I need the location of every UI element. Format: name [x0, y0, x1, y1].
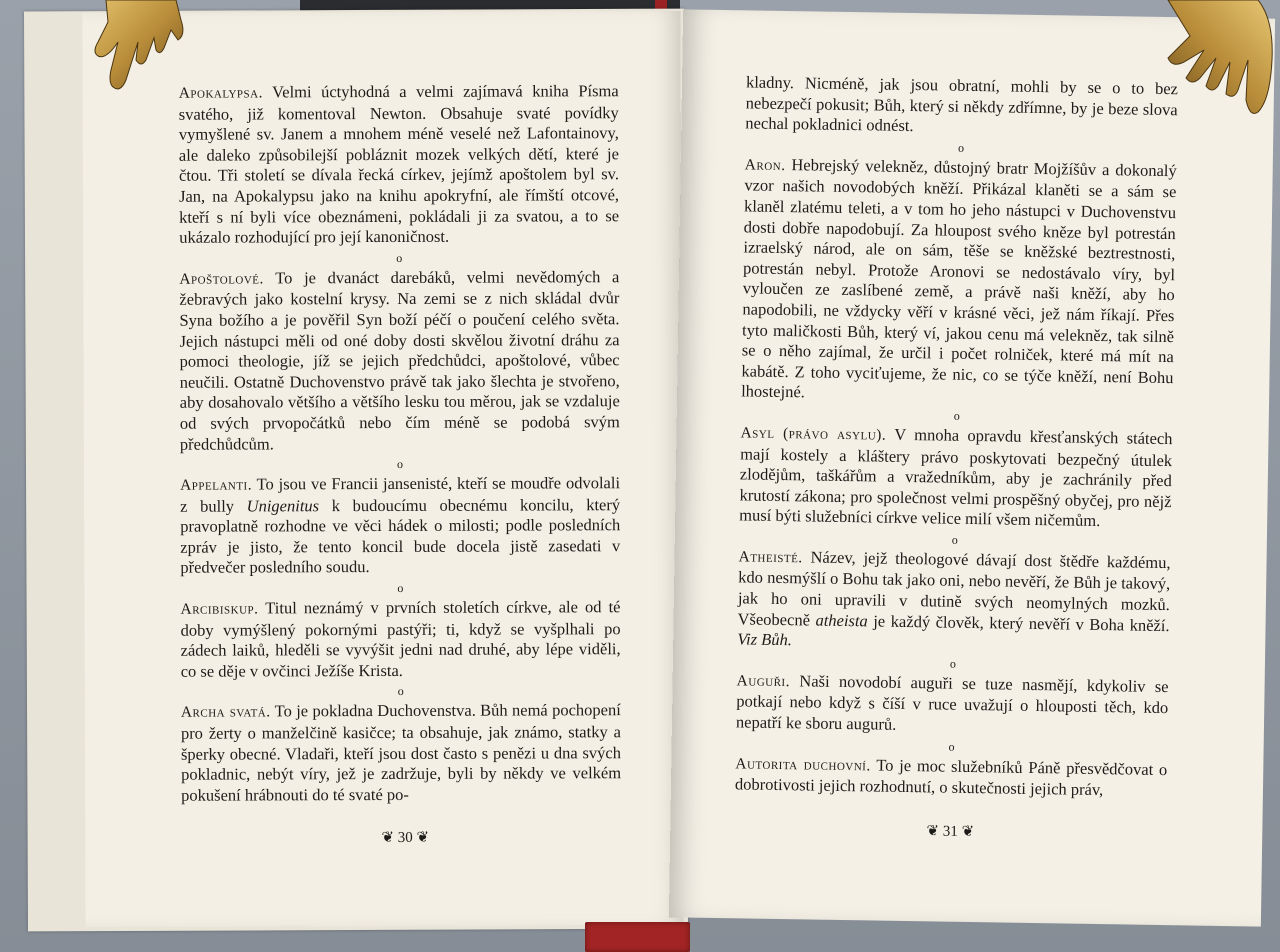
entry-head: Auguři. [736, 672, 791, 691]
left-page [82, 11, 683, 927]
entry-head: Atheisté. [738, 548, 803, 567]
ornament-icon: ❦ [926, 823, 940, 840]
entry-head: Appelanti. [180, 476, 253, 494]
separator: o [396, 250, 403, 265]
bookmark-ribbon-bottom [585, 922, 690, 952]
entry-body: k budoucímu obecnému koncilu, který pravoplatně rozhodne ve věci hádek o milosti; podle posledních zpráv je jisto, že tento koncil bude docela jistě zasedati v předvečer posledního soudu. [180, 494, 621, 578]
separator: o [953, 408, 960, 423]
entry-italic: Unigenitus [246, 495, 320, 516]
entry-head: Asyl (právo asylu). [740, 424, 887, 444]
page-number: 31 [942, 823, 958, 840]
entry-italic: atheista [815, 610, 868, 631]
right-page-text [735, 72, 1178, 802]
entry-autorita [735, 753, 1168, 802]
entry-archa-svata [181, 701, 621, 807]
entry-apokalypsa [179, 81, 620, 248]
separator: o [949, 656, 957, 671]
entry-body: Naši novodobí auguři se tuze nasmějí, kdykoliv se potkají nebo když s číší v ruce uvažují o hlouposti těch, kdo nepatří ke sboru augurů. [735, 671, 1169, 734]
entry-head: Aron. [744, 156, 786, 174]
entry-asyl [739, 422, 1173, 533]
right-page [669, 9, 1275, 926]
ornament-icon: ❦ [961, 823, 975, 841]
entry-body: Hebrejský velekněz, důstojný bratr Mojžíšův a dokonalý vzor našich novodobých kněží. Přikázal klaněti se a sám se klaněl zlatému teleti, a v tom ho jeho nástupci v Duchovenstvu dosti dobře napodobují. Za hloupost svého kněze byl potrestán izraelský národ, ale on sám, těše se kněžské beztrestnosti, potrestán nebyl. Protože Aronovi se nedostávalo víry, byl vyloučen ze zaslíbené země, a právě naši kněží, aby ho napodobili, ne vždycky věří v krásné věci, jež nám říkají. Přes tyto maličkosti Bůh, který ví, jakou cenu má velekněz, tak silně se o něho zajímal, že určil i počet rolniček, které má mít na kabátě. Z toho vyciťujeme, že nic, co se týče kněží, není Bohu lhostejné. [741, 154, 1177, 402]
entry-appelanti [180, 473, 620, 579]
brass-hand-right-icon [1138, 0, 1280, 120]
left-page-text [179, 81, 622, 806]
entry-head: Apoštolové. [179, 270, 264, 288]
entry-body: je každý člověk, který nevěří v Boha kněží. [867, 611, 1170, 635]
ornament-icon: ❦ [381, 829, 395, 847]
separator: o [396, 457, 404, 472]
entry-aron [741, 154, 1177, 409]
entry-atheiste [737, 546, 1171, 657]
entry-apostolove [179, 267, 620, 455]
entry-body: Název, jejž theologové dávají dost štědře každému, kdo nesmýšlí o Bohu tak jako oni, nebo nevěří, že Bůh je takový, jak ho oni upravili v dutině svých neomylných mozků. Všeobecně [737, 547, 1171, 630]
ornament-icon: ❦ [416, 829, 430, 846]
entry-head: Apokalypsa. [178, 84, 263, 102]
separator: o [951, 532, 958, 547]
entry-italic: Viz Bůh. [737, 629, 793, 650]
page-number-right [850, 820, 1050, 842]
entry-body: Titul neznámý v prvních stoletích církve, ale od té doby vymýšlený pokornými pastýři; ti, když se vyšplhali po zádech laiků, hleděli se vyvýšit jedni nad druhé, aby lépe viděli, co se děje v ovčinci Ježíše Krista. [180, 597, 621, 681]
entry-body: To je pokladna Duchovenstva. Bůh nemá pochopení pro žerty o manželčině kasičce; ta obsahuje, jak známo, statky a šperky obecné. Vladaři, kteří jsou dost často s penězi u dna svých pokladnic, nebýt víry, jež je zadržuje, byli by někdy ve velkém pokušení hrábnouti do té svaté po- [180, 700, 622, 805]
page-number-left [305, 828, 505, 848]
entry-body: To je dvanáct darebáků, velmi nevědomých a žebravých jako kostelní krysy. Na zemi se z nich skládal dvůr Syna božího a je pověřil Syn boží péčí o poučení celého světa. Jejich nástupci měli od oné doby dosti skvělou životní dráhu za pomoci theologie, jíž se jejich předchůdci, apoštolové, vůbec neučili. Ostatně Duchovenstvo právě tak jako šlechta je stvořeno, aby dosahovalo většího a většího lesku tou měrou, jak se vzdaluje od svých prvopočátků nebo čím méně se podobá svým předchůdcům. [179, 266, 620, 454]
entry-head: Arcibiskup. [180, 600, 259, 618]
entry-head: Archa svatá. [180, 703, 271, 722]
separator: o [957, 140, 965, 155]
entry-head: Autorita duchovní. [735, 754, 871, 775]
entry-body: Velmi úctyhodná a velmi zajímavá kniha Písma svatého, již komentoval Newton. Obsahuje svaté povídky vymyšlené sv. Janem a mnohem méně veselé než Lafontainovy, ale daleko způsobilejší pobláznit mozek velkých dětí, které je čtou. Tři století se dívala řecká církev, jejímž apoštolem byl sv. Jan, na Apokalypsu jako na knihu apokryfní, ale římští otcové, kteří s ní byli více obeznámeni, pokládali ji za svatou, a to se ukázalo rozhodující pro její kanoničnost. [178, 81, 620, 247]
brass-hand-left-icon [86, 0, 196, 100]
entry-body: To jsou ve Francii jansenisté, kteří se moudře odvolali z bully [180, 473, 621, 516]
page-number: 30 [397, 829, 413, 846]
separator: o [397, 580, 404, 596]
entry-arcibiskup [180, 597, 620, 682]
entry-body: To je moc služebníků Páně přesvědčovat o dobrotivosti jejich rozhodnutí, o skutečnosti jejich práv, [734, 755, 1168, 800]
separator: o [397, 684, 404, 699]
separator: o [948, 739, 955, 754]
entry-auguri [736, 670, 1169, 740]
continuation-text: kladny. Nicméně, jak jsou obratní, mohli by se o to bez nebezpečí pokusit; Bůh, který si někdy zdřímne, by je beze slova nechal pokladnici odnést. [745, 72, 1179, 136]
entry-body: V mnoha opravdu křesťanských státech mají kostely a kláštery právo poskytovati bezpečný útulek zlodějům, taškářům a vražedníkům, aby je zachránily před krutostí zákona; pro společnost velmi prospěšný obyčej, pro nějž musí býti služebníci církve velice milí všem ničemům. [739, 424, 1173, 531]
